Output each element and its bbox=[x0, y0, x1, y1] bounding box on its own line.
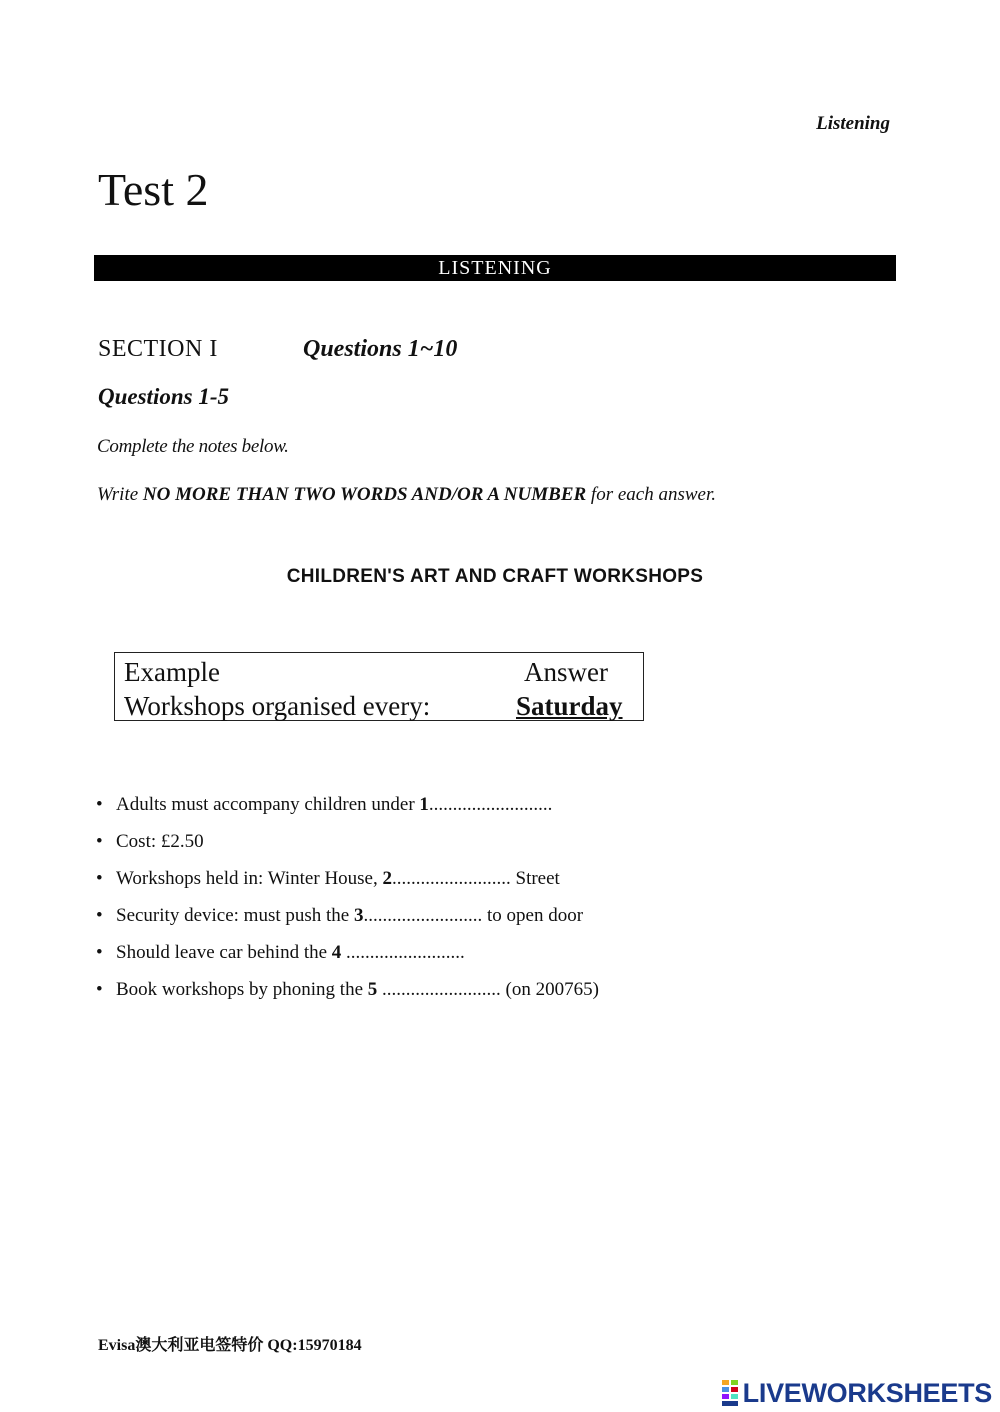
question-number: 5 bbox=[367, 979, 378, 1000]
example-header-row bbox=[124, 655, 633, 689]
note-text: Security device: must push the bbox=[116, 905, 354, 926]
header-label: Listening bbox=[816, 113, 890, 134]
example-answer: Saturday bbox=[516, 691, 623, 721]
listening-banner: LISTENING bbox=[94, 255, 896, 281]
section-heading bbox=[98, 334, 457, 364]
note-text: Cost: £2.50 bbox=[116, 831, 204, 852]
instruction-post: for each answer. bbox=[586, 484, 716, 505]
workshop-title: CHILDREN'S ART AND CRAFT WORKSHOPS bbox=[286, 566, 704, 587]
note-text-after: Street bbox=[510, 868, 560, 889]
question-number: 4 bbox=[331, 942, 342, 963]
logo-text: LIVEWORKSHEETS bbox=[742, 1377, 992, 1408]
example-content-row bbox=[124, 689, 633, 723]
example-prompt: Workshops organised every: bbox=[124, 691, 431, 721]
note-text: Book workshops by phoning the bbox=[116, 979, 368, 1000]
note-text-after: (on 200765) bbox=[500, 979, 599, 1000]
instruction-line-1: Complete the notes below. bbox=[97, 436, 289, 457]
answer-blank[interactable]: ......................... bbox=[363, 905, 483, 926]
note-text-after: to open door bbox=[482, 905, 584, 926]
instruction-line-2 bbox=[97, 484, 716, 506]
question-number: 1 bbox=[419, 794, 429, 815]
example-label: Example bbox=[124, 657, 220, 687]
note-text: Adults must accompany children under bbox=[116, 794, 420, 815]
answer-blank[interactable]: .......................... bbox=[428, 794, 553, 815]
question-number: 2 bbox=[382, 868, 392, 889]
test-title: Test 2 bbox=[98, 164, 209, 215]
question-group-heading: Questions 1-5 bbox=[98, 384, 229, 409]
note-item: • Workshops held in: Winter House, 2......................... Street bbox=[96, 868, 560, 889]
answer-blank[interactable]: ......................... bbox=[392, 868, 511, 889]
instruction-pre: Write bbox=[97, 484, 143, 505]
note-text: Should leave car behind the bbox=[116, 942, 332, 963]
instruction-emphasis: NO MORE THAN TWO WORDS AND/OR A NUMBER bbox=[142, 484, 587, 505]
answer-label: Answer bbox=[524, 657, 608, 687]
liveworksheets-logo-icon bbox=[721, 1379, 739, 1407]
note-item: • Book workshops by phoning the 5 ......................... (on 200765) bbox=[96, 979, 599, 1000]
liveworksheets-logo[interactable] bbox=[721, 1378, 992, 1408]
question-number: 3 bbox=[353, 905, 364, 926]
notes-list bbox=[96, 790, 599, 1012]
note-item: • Should leave car behind the 4 ......................... bbox=[96, 942, 465, 963]
answer-blank[interactable]: ......................... bbox=[341, 942, 465, 963]
footer-evisa-text: Evisa澳大利亚电签特价 QQ:15970184 bbox=[98, 1337, 362, 1354]
example-box bbox=[114, 652, 644, 721]
answer-blank[interactable]: ......................... bbox=[377, 979, 501, 1000]
note-item: • Cost: £2.50 bbox=[96, 831, 204, 852]
note-item: • Adults must accompany children under 1.......................... bbox=[96, 794, 553, 815]
section-name: SECTION I bbox=[98, 336, 218, 362]
note-text: Workshops held in: Winter House, bbox=[116, 868, 383, 889]
section-questions: Questions 1~10 bbox=[303, 336, 458, 362]
note-item: • Security device: must push the 3......................... to open door bbox=[96, 905, 584, 926]
